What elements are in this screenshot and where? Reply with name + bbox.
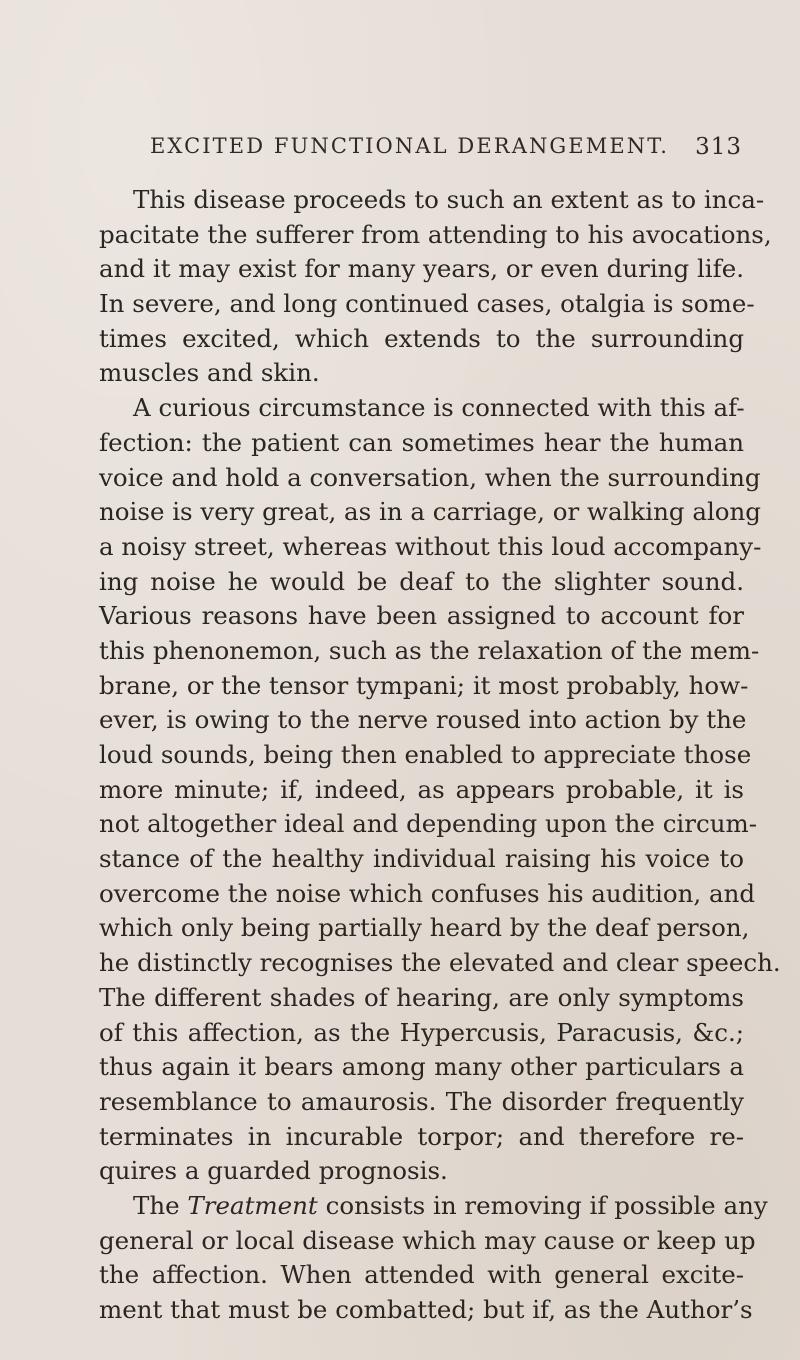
text-line: not altogether ideal and depending upon the circum-	[99, 809, 757, 839]
page-number: 313	[695, 134, 742, 160]
text-line: In severe, and long continued cases, otalgia is some-	[99, 289, 755, 319]
text-line: fection: the patient can sometimes hear the human	[99, 427, 744, 457]
text-line: times excited, which extends to the surrounding	[99, 323, 744, 353]
text-line: The different shades of hearing, are only symptoms	[99, 982, 744, 1012]
treatment-rest: consists in removing if possible any	[325, 1190, 768, 1220]
body-text	[99, 183, 781, 1328]
text-line: brane, or the tensor tympani; it most probably, how-	[99, 670, 749, 700]
treatment-term: Treatment	[187, 1190, 318, 1220]
text-line: this phenonemon, such as the relaxation of the mem-	[99, 635, 760, 665]
running-head-title: EXCITED FUNCTIONAL DERANGEMENT.	[150, 134, 670, 158]
text-line: noise is very great, as in a carriage, or walking along	[99, 497, 761, 527]
text-line: and it may exist for many years, or even during life.	[99, 254, 744, 284]
text-line: muscles and skin.	[99, 358, 320, 388]
text-line: general or local disease which may cause or keep up	[99, 1225, 756, 1255]
text-line: voice and hold a conversation, when the surrounding	[99, 462, 761, 492]
text-line: a noisy street, whereas without this loud accompany-	[99, 531, 762, 561]
text-line: Various reasons have been assigned to account for	[99, 601, 744, 631]
text-line: pacitate the sufferer from attending to his avocations,	[99, 219, 772, 249]
text-line: the affection. When attended with general excite-	[99, 1260, 744, 1290]
running-head	[150, 134, 742, 168]
text-line: ment that must be combatted; but if, as the Author’s	[99, 1295, 753, 1324]
text-line: stance of the healthy individual raising his voice to	[99, 844, 744, 874]
text-line: quires a guarded prognosis.	[99, 1156, 448, 1186]
text-line: resemblance to amaurosis. The disorder frequently	[99, 1086, 744, 1116]
text-line: he distinctly recognises the elevated and clear speech.	[99, 948, 781, 978]
text-line: ever, is owing to the nerve roused into action by the	[99, 705, 747, 735]
text-line: This disease proceeds to such an extent as to inca-	[133, 185, 765, 214]
text-line: overcome the noise which confuses his audition, and	[99, 878, 756, 908]
text-line: A curious circumstance is connected with this af-	[133, 393, 745, 423]
treatment-line	[99, 1189, 768, 1224]
text-line: terminates in incurable torpor; and therefore re-	[99, 1121, 744, 1151]
text-line: of this affection, as the Hypercusis, Paracusis, &c.;	[99, 1017, 744, 1047]
text-line: loud sounds, being then enabled to appreciate those	[99, 740, 752, 769]
text-line: ing noise he would be deaf to the slighter sound.	[99, 566, 744, 596]
treatment-article: The	[133, 1190, 180, 1220]
text-line: more minute; if, indeed, as appears probable, it is	[99, 774, 744, 804]
text-line: which only being partially heard by the deaf person,	[99, 913, 750, 943]
text-line: thus again it bears among many other particulars a	[99, 1052, 744, 1082]
